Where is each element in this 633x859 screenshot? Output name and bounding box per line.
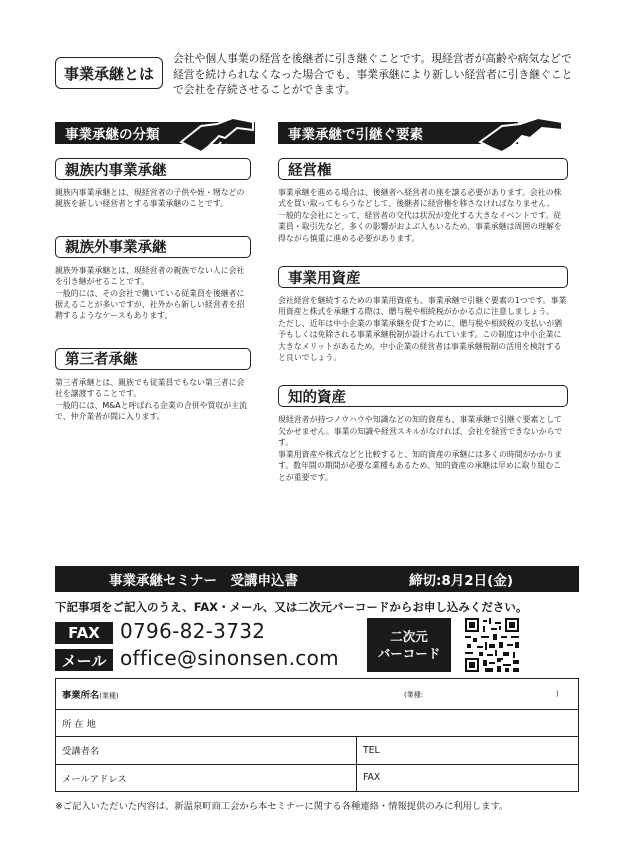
section-title-jigyoyo-shisan: 事業用資産 — [278, 266, 568, 288]
left-header: 事業承継の分類 — [65, 127, 160, 143]
handshake-icon — [179, 112, 255, 158]
instructions: 下記事項をご記入のうえ、FAX・メール、又は二次元バーコードからお申し込みください。 — [55, 600, 528, 614]
intro-label-box — [55, 57, 163, 89]
section-body-chiteki-shisan: 現経営者が持つノウハウや知識などの知的資産も、事業承継で引継ぐ要素として欠かせません。事業の知識や経営スキルがなければ、会社を経営できないからです。 事業用資産や株式などと比較すると、知的資産の承継には多くの時間がかかります。数年間の期間が必要な業種もあるため、知的資産の承継は早めに取り組むことが重要です。 — [278, 415, 563, 482]
footer-note: ※ご記入いただいた内容は、新温泉町商工会から本セミナーに関する各種連絡・情報提供のみに利用します。 — [55, 801, 509, 812]
section-title-chiteki-shisan: 知的資産 — [278, 385, 568, 407]
section-body-jigyoyo-shisan: 会社経営を継続するための事業用資産も、事業承継で引継ぐ要素の1つです。事業用資産と株式を承継する際は、贈与税や相続税がかかる点に注意しましょう。 ただし、近年は中小企業の事業承継を促すために、贈与税や相続税の支払いが猶予もしくは免除される事業承継税制が設けられています。この制度は中小企業に大きなメリットがあるため、中小企業の経営者は事業承継税制の活用を検討すると良いでしょう。 — [278, 296, 567, 363]
right-header: 事業承継で引継ぐ要素 — [288, 127, 423, 143]
left-header-band — [55, 122, 255, 144]
mail-address[interactable]: office@sinonsen.com — [120, 646, 339, 670]
intro-text: 会社や個人事業の経営を後継者に引き継ぐことです。現経営者が高齢や病気などで経営を続けられなくなった場合でも、事業承継により新しい経営者に引き継ぐことで会社を存続させることができます。 — [173, 52, 573, 97]
section-title-daisansha: 第三者承継 — [55, 348, 251, 370]
fax-field[interactable]: FAX — [357, 764, 579, 792]
tel-field[interactable]: TEL — [357, 737, 579, 764]
seminar-band — [55, 566, 579, 592]
company-field[interactable]: 事業所名(業種) (業種: ) — [56, 679, 579, 710]
right-column — [278, 122, 568, 483]
qr-label: 二次元 バーコード — [367, 618, 451, 672]
fax-label: FAX — [55, 622, 113, 644]
section-body-shinzoku-nai: 親族内事業承継とは、現経営者の子供や姪・甥などの親族を新しい経営者とする事業承継のことです。 — [55, 188, 245, 209]
application-form — [55, 678, 579, 792]
mail-label: メール — [55, 649, 113, 671]
seminar-title: 事業承継セミナー 受講申込書 — [109, 573, 298, 589]
address-field[interactable]: 所 在 地 — [56, 709, 579, 736]
fax-number: 0796-82-3732 — [120, 619, 266, 643]
seminar-deadline: 締切:8月2日(金) — [409, 573, 514, 589]
section-body-keieiken: 事業承継を進める場合は、後継者へ経営者の座を譲る必要があります。会社の株式を買い取ってもらうなどして、後継者に経営権を移さなければなりません。 一般的な会社にとって、経営者の交代は状況が変化する大きなイベントです。従業員・取引先など、多くの影響がおよぶ人もいるため、事業承継は周囲の理解を得ながら慎重に進める必要があります。 — [278, 188, 562, 243]
qr-code-icon[interactable] — [465, 618, 519, 672]
section-title-shinzoku-gai: 親族外事業承継 — [55, 236, 251, 258]
email-field[interactable]: メールアドレス — [56, 764, 357, 792]
section-body-shinzoku-gai: 親族外事業承継とは、現経営者の親族でない人に会社を引き継がせることです。 一般的には、その会社で働いている従業員を後継者に据えることが多いですが、社外から新しい経営者を招聘するようなケースもあります。 — [55, 265, 245, 321]
industry-field[interactable]: (業種: — [404, 691, 424, 699]
left-column — [55, 122, 255, 422]
right-header-band — [278, 122, 518, 144]
intro-label: 事業承継とは — [63, 64, 154, 83]
section-title-shinzoku-nai: 親族内事業承継 — [55, 158, 251, 180]
section-body-daisansha: 第三者承継とは、親族でも従業員でもない第三者に会社を譲渡することです。 一般的には、M&Aと呼ばれる企業の合併や買収が主流で、仲介業者が間に入ります。 — [55, 377, 247, 422]
attendee-field[interactable]: 受講者名 — [56, 737, 357, 764]
section-title-keieiken: 経営権 — [278, 158, 568, 180]
handshake-icon — [478, 112, 564, 158]
